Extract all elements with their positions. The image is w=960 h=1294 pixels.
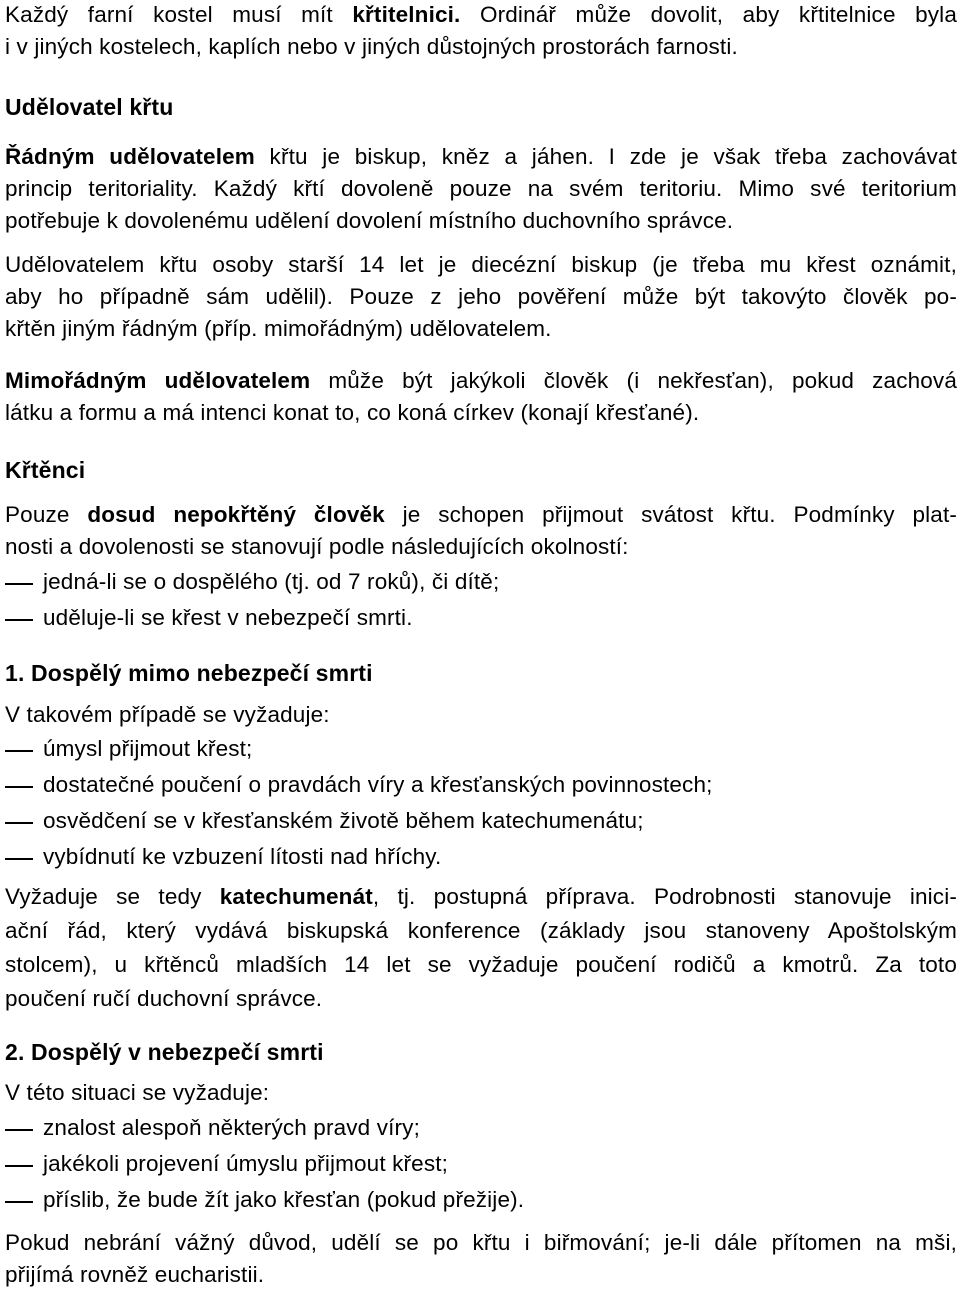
text-span: Pouze	[5, 502, 88, 527]
dash-bullet-icon	[5, 858, 33, 860]
list-item-text: dostatečné poučení o pravdách víry a křesťanských povinnostech;	[43, 772, 713, 797]
text-line: stolcem), u křtěnců mladších 14 let se vyžaduje poučení rodičů a kmotrů. Za toto	[5, 952, 957, 977]
text-line: i v jiných kostelech, kaplích nebo v jiných důstojných prostorách farnosti.	[5, 34, 738, 59]
text-span: je schopen přijmout svátost křtu. Podmínky plat-	[384, 502, 957, 527]
text-line	[5, 882, 957, 912]
list-item	[5, 603, 957, 633]
text-line: látku a formu a má intenci konat to, co koná církev (konají křesťané).	[5, 400, 700, 425]
bold-term: křtitelnici.	[352, 2, 461, 27]
bold-term: dosud nepokřtěný člověk	[87, 502, 385, 527]
section-heading: Udělovatel křtu	[5, 94, 174, 120]
bold-term: katechumenát	[219, 884, 373, 909]
text-line: nosti a dovolenosti se stanovují podle následujících okolností:	[5, 534, 629, 559]
text-line: princip teritoriality. Každý křtí dovoleně pouze na svém teritoriu. Mimo své teritorium	[5, 176, 957, 201]
list-item	[5, 770, 957, 800]
text-span: Každý farní kostel musí mít	[5, 2, 353, 27]
text-line: aby ho případně sám udělil). Pouze z jeho pověření může být takovýto člověk po-	[5, 284, 957, 309]
dash-bullet-icon	[5, 822, 33, 824]
subsection-heading: 2. Dospělý v nebezpečí smrti	[5, 1039, 324, 1065]
text-span: Ordinář může dovolit, aby křtitelnice byla	[460, 2, 957, 27]
list-item-text: uděluje-li se křest v nebezpečí smrti.	[43, 605, 413, 630]
list-item-text: příslib, že bude žít jako křesťan (pokud přežije).	[43, 1187, 525, 1212]
dash-bullet-icon	[5, 1129, 33, 1131]
section-heading: Křtěnci	[5, 457, 86, 483]
bold-term: Řádným udělovatelem	[5, 144, 255, 169]
text-line: Udělovatelem křtu osoby starší 14 let je diecézní biskup (je třeba mu křest oznámit,	[5, 252, 957, 277]
list-item	[5, 1185, 957, 1215]
text-line: Pokud nebrání vážný důvod, udělí se po křtu i biřmování; je-li dále přítomen na mši,	[5, 1230, 957, 1255]
list-item-text: vybídnutí ke vzbuzení lítosti nad hříchy.	[43, 844, 442, 869]
list-item-text: jedná-li se o dospělého (tj. od 7 roků), či dítě;	[43, 569, 500, 594]
bold-term: Mimořádným udělovatelem	[5, 368, 311, 393]
text-span: Vyžaduje se tedy	[5, 884, 220, 909]
subsection-heading: 1. Dospělý mimo nebezpečí smrti	[5, 660, 373, 686]
text-line: křtěn jiným řádným (příp. mimořádným) udělovatelem.	[5, 316, 552, 341]
list-item-text: znalost alespoň některých pravd víry;	[43, 1115, 420, 1140]
list-item	[5, 1149, 957, 1179]
dash-bullet-icon	[5, 583, 33, 585]
text-line	[5, 366, 957, 396]
list-item	[5, 734, 957, 764]
text-line	[5, 142, 957, 172]
text-line: poučení ručí duchovní správce.	[5, 986, 323, 1011]
list-item	[5, 567, 957, 597]
text-line: V této situaci se vyžaduje:	[5, 1080, 270, 1105]
list-item-text: úmysl přijmout křest;	[43, 736, 253, 761]
list-item-text: jakékoli projevení úmyslu přijmout křest;	[43, 1151, 449, 1176]
dash-bullet-icon	[5, 1165, 33, 1167]
dash-bullet-icon	[5, 786, 33, 788]
text-line: V takovém případě se vyžaduje:	[5, 702, 330, 727]
list-item	[5, 806, 957, 836]
list-item	[5, 1113, 957, 1143]
dash-bullet-icon	[5, 1201, 33, 1203]
text-line: ační řád, který vydává biskupská konference (základy jsou stanoveny Apoštolským	[5, 918, 957, 943]
text-line	[5, 0, 957, 30]
text-span: , tj. postupná příprava. Podrobnosti stanovuje inici-	[372, 884, 957, 909]
dash-bullet-icon	[5, 750, 33, 752]
list-item-text: osvědčení se v křesťanském životě během katechumenátu;	[43, 808, 644, 833]
text-line	[5, 500, 957, 530]
text-line: přijímá rovněž eucharistii.	[5, 1262, 265, 1287]
text-span: může být jakýkoli člověk (i nekřesťan), pokud zachová	[310, 368, 957, 393]
dash-bullet-icon	[5, 619, 33, 621]
text-span: křtu je biskup, kněz a jáhen. I zde je však třeba zachovávat	[254, 144, 958, 169]
text-line: potřebuje k dovolenému udělení dovolení místního duchovního správce.	[5, 208, 734, 233]
list-item	[5, 842, 957, 872]
